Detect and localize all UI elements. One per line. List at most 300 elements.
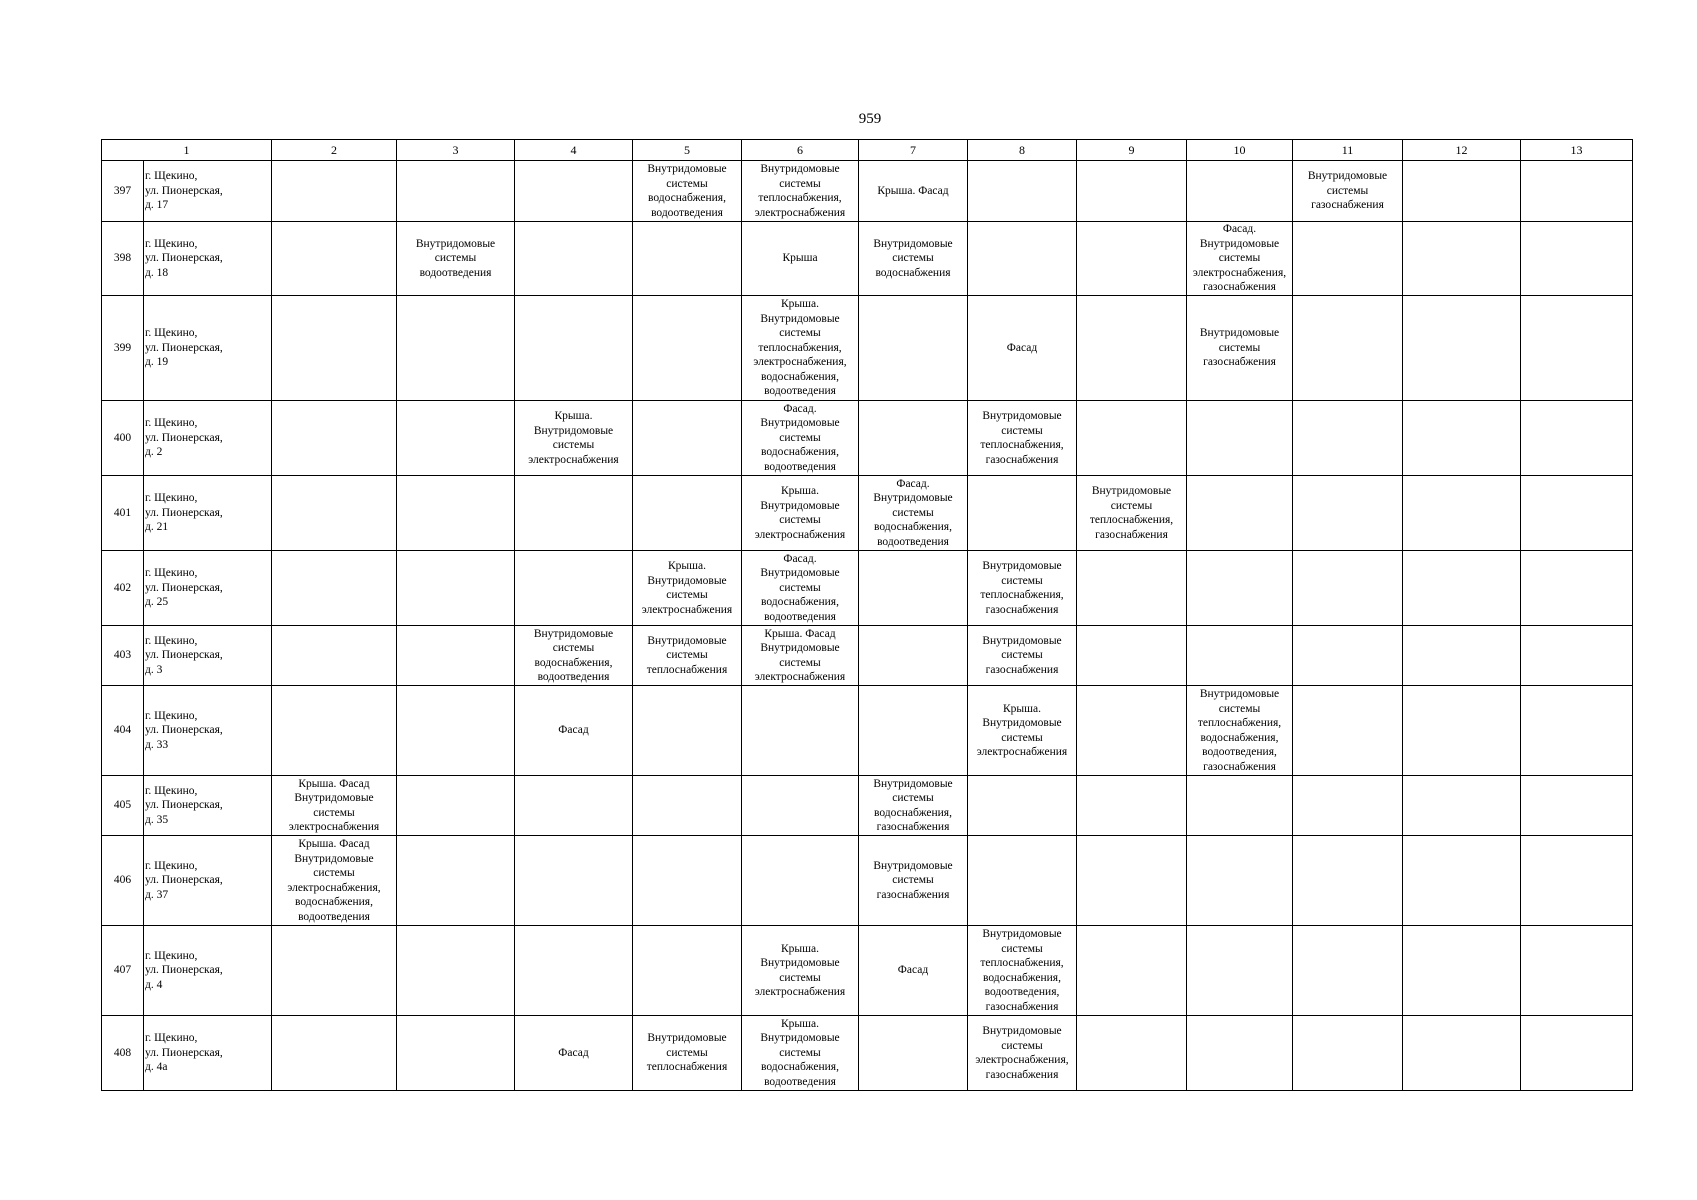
work-cell-col-12: [1403, 401, 1521, 476]
cell-line: Внутридомовые: [873, 777, 953, 790]
cell-line: электроснабжения: [754, 671, 846, 683]
cell-line: водоснабжения,: [534, 656, 613, 669]
cell-line: Внутридомовые: [1091, 485, 1172, 497]
cell-line: ул. Пионерская,: [145, 252, 223, 265]
cell-line: д. 21: [145, 521, 169, 534]
work-cell-col-11: [1293, 626, 1403, 686]
cell-line: Крыша.: [668, 560, 706, 572]
cell-line: газоснабжения: [985, 453, 1059, 466]
row-number: 399: [102, 296, 144, 401]
table-row: [102, 401, 1633, 476]
cell-line: электроснабжения: [641, 603, 733, 616]
cell-line: ул. Пионерская,: [145, 964, 223, 977]
work-cell-col-4: [515, 161, 633, 222]
cell-line: ул. Пионерская,: [145, 506, 223, 519]
work-cell-col-3: [397, 161, 515, 222]
cell-line: системы: [779, 581, 821, 594]
cell-line: Крыша. Фасад: [764, 627, 836, 640]
work-cell-col-6: [742, 776, 859, 836]
work-cell-col-13: [1521, 686, 1633, 776]
work-cell-col-4: [515, 836, 633, 926]
work-cell-col-5: [633, 476, 742, 551]
cell-line: водоотведения: [298, 910, 370, 923]
cell-line: Внутридомовые: [760, 499, 840, 512]
cell-line: электроснабжения,: [1192, 266, 1287, 279]
cell-line: системы: [666, 649, 708, 662]
cell-line: водоснабжения,: [761, 446, 839, 459]
work-cell-col-8: [968, 1016, 1077, 1091]
cell-line: Внутридомовые: [533, 627, 614, 640]
cell-line: водоотведения,: [1202, 746, 1277, 758]
cell-line: Крыша.: [781, 298, 819, 311]
cell-line: электроснабжения: [288, 821, 380, 833]
cell-line: теплоснабжения,: [758, 192, 842, 204]
work-cell-col-4: [515, 776, 633, 836]
cell-line: г. Щекино,: [145, 567, 198, 580]
cell-line: д. 4а: [145, 1061, 168, 1074]
work-cell-col-8: [968, 776, 1077, 836]
row-number: 404: [102, 686, 144, 776]
work-cell-col-11: [1293, 686, 1403, 776]
cell-line: Крыша.: [781, 485, 819, 497]
works-table: [101, 139, 1633, 1091]
row-number: 402: [102, 551, 144, 626]
row-number: 400: [102, 401, 144, 476]
work-cell-col-3: [397, 626, 515, 686]
work-cell-col-2: [272, 296, 397, 401]
column-header-6: 6: [742, 140, 859, 161]
cell-line: электроснабжения: [754, 206, 846, 219]
cell-line: д. 2: [145, 446, 163, 459]
work-cell-col-7: [859, 926, 968, 1016]
work-cell-col-7: [859, 161, 968, 222]
work-cell-col-11: [1293, 222, 1403, 296]
work-cell-col-6: [742, 551, 859, 626]
row-number: 408: [102, 1016, 144, 1091]
cell-line: системы: [892, 252, 934, 265]
work-cell-col-13: [1521, 551, 1633, 626]
column-header-12: 12: [1403, 140, 1521, 161]
cell-line: ул. Пионерская,: [145, 724, 223, 737]
cell-line: электроснабжения: [754, 986, 846, 998]
work-cell-col-9: [1077, 296, 1187, 401]
cell-line: системы: [1218, 341, 1261, 354]
cell-line: системы: [1001, 649, 1043, 662]
cell-line: Внутридомовые: [647, 163, 727, 175]
cell-line: водоотведения: [877, 535, 949, 548]
cell-line: д. 25: [145, 596, 169, 609]
work-cell-col-11: [1293, 776, 1403, 836]
work-cell-col-11: [1293, 926, 1403, 1016]
address-cell: [144, 926, 272, 1016]
cell-line: ул. Пионерская,: [145, 341, 223, 354]
cell-line: системы: [1001, 424, 1043, 437]
work-cell-col-3: [397, 222, 515, 296]
work-cell-col-3: [397, 776, 515, 836]
cell-line: теплоснабжения,: [1197, 717, 1282, 729]
cell-line: системы: [1001, 1039, 1043, 1052]
address-cell: [144, 551, 272, 626]
cell-line: г. Щекино,: [145, 492, 198, 505]
work-cell-col-6: [742, 1016, 859, 1091]
work-cell-col-4: [515, 626, 633, 686]
work-cell-col-2: [272, 776, 397, 836]
work-cell-col-13: [1521, 626, 1633, 686]
cell-line: Внутридомовые: [760, 957, 840, 969]
cell-line: газоснабжения: [1203, 356, 1276, 369]
work-cell-col-6: [742, 836, 859, 926]
work-cell-col-5: [633, 686, 742, 776]
work-cell-col-8: [968, 161, 1077, 222]
cell-line: системы: [666, 1046, 708, 1059]
work-cell-col-13: [1521, 161, 1633, 222]
cell-line: Внутридомовые: [760, 642, 840, 654]
cell-line: электроснабжения: [976, 746, 1068, 758]
address-cell: [144, 222, 272, 296]
cell-line: Внутридомовые: [982, 634, 1062, 647]
work-cell-col-5: [633, 161, 742, 222]
cell-line: Внутридомовые: [647, 634, 727, 647]
work-cell-col-3: [397, 926, 515, 1016]
cell-line: Внутридомовые: [415, 237, 496, 250]
work-cell-col-10: [1187, 551, 1293, 626]
cell-line: системы: [434, 252, 477, 265]
table-row: [102, 296, 1633, 401]
table-row: [102, 551, 1633, 626]
cell-line: г. Щекино,: [145, 170, 198, 183]
cell-line: Внутридомовые: [760, 163, 840, 175]
work-cell-col-12: [1403, 686, 1521, 776]
cell-line: Внутридомовые: [647, 1032, 727, 1045]
work-cell-col-7: [859, 401, 968, 476]
page-number: 959: [858, 111, 882, 127]
table-body: [102, 161, 1633, 1091]
work-cell-col-6: [742, 401, 859, 476]
work-cell-col-12: [1403, 222, 1521, 296]
cell-line: д. 19: [145, 356, 169, 369]
work-cell-col-10: [1187, 401, 1293, 476]
work-cell-col-6: [742, 476, 859, 551]
work-cell-col-13: [1521, 776, 1633, 836]
cell-line: г. Щекино,: [145, 417, 198, 430]
work-cell-col-7: [859, 776, 968, 836]
cell-line: Внутридомовые: [533, 424, 614, 437]
table-row: [102, 776, 1633, 836]
cell-line: Внутридомовые: [760, 567, 840, 580]
work-cell-col-9: [1077, 476, 1187, 551]
work-cell-col-13: [1521, 296, 1633, 401]
work-cell-col-2: [272, 926, 397, 1016]
work-cell-col-5: [633, 1016, 742, 1091]
work-cell-col-13: [1521, 1016, 1633, 1091]
work-cell-col-5: [633, 222, 742, 296]
cell-line: Крыша: [782, 252, 818, 265]
work-cell-col-6: [742, 161, 859, 222]
work-cell-col-9: [1077, 222, 1187, 296]
work-cell-col-7: [859, 476, 968, 551]
work-cell-col-3: [397, 836, 515, 926]
table-row: [102, 222, 1633, 296]
cell-line: системы: [779, 971, 821, 984]
cell-line: газоснабжения: [1095, 528, 1168, 541]
row-number: 403: [102, 626, 144, 686]
work-cell-col-5: [633, 776, 742, 836]
header-row: [102, 140, 1633, 161]
cell-line: Фасад.: [1222, 223, 1257, 236]
work-cell-col-13: [1521, 401, 1633, 476]
column-header-11: 11: [1293, 140, 1403, 161]
cell-line: Внутридомовые: [982, 410, 1062, 422]
address-cell: [144, 776, 272, 836]
column-header-5: 5: [633, 140, 742, 161]
work-cell-col-12: [1403, 836, 1521, 926]
work-cell-col-3: [397, 1016, 515, 1091]
address-cell: [144, 1016, 272, 1091]
row-number: 406: [102, 836, 144, 926]
column-header-2: 2: [272, 140, 397, 161]
work-cell-col-2: [272, 551, 397, 626]
cell-line: электроснабжения,: [287, 881, 381, 894]
row-number: 407: [102, 926, 144, 1016]
cell-line: Фасад: [1006, 341, 1038, 354]
work-cell-col-7: [859, 836, 968, 926]
work-cell-col-4: [515, 296, 633, 401]
cell-line: г. Щекино,: [145, 784, 198, 797]
work-cell-col-5: [633, 926, 742, 1016]
cell-line: Фасад: [558, 1046, 589, 1059]
cell-line: Фасад.: [783, 552, 817, 565]
cell-line: водоснабжения: [875, 266, 951, 279]
cell-line: водоотведения: [764, 460, 836, 473]
work-cell-col-6: [742, 222, 859, 296]
cell-line: Крыша.: [781, 942, 819, 955]
work-cell-col-9: [1077, 551, 1187, 626]
cell-line: системы: [779, 656, 821, 669]
work-cell-col-5: [633, 401, 742, 476]
cell-line: Внутридомовые: [760, 312, 840, 325]
cell-line: г. Щекино,: [145, 634, 198, 647]
work-cell-col-12: [1403, 476, 1521, 551]
cell-line: Фасад: [558, 724, 589, 737]
work-cell-col-12: [1403, 926, 1521, 1016]
work-cell-col-5: [633, 296, 742, 401]
cell-line: Фасад.: [783, 402, 817, 415]
work-cell-col-3: [397, 296, 515, 401]
cell-line: системы: [779, 514, 821, 526]
work-cell-col-6: [742, 626, 859, 686]
work-cell-col-12: [1403, 161, 1521, 222]
work-cell-col-13: [1521, 836, 1633, 926]
work-cell-col-8: [968, 836, 1077, 926]
work-cell-col-9: [1077, 626, 1187, 686]
work-cell-col-11: [1293, 836, 1403, 926]
work-cell-col-3: [397, 551, 515, 626]
work-cell-col-6: [742, 686, 859, 776]
cell-line: д. 17: [145, 199, 169, 212]
work-cell-col-10: [1187, 476, 1293, 551]
cell-line: водоотведения: [764, 1075, 836, 1088]
table-row: [102, 926, 1633, 1016]
work-cell-col-9: [1077, 926, 1187, 1016]
work-cell-col-11: [1293, 1016, 1403, 1091]
column-header-8: 8: [968, 140, 1077, 161]
work-cell-col-9: [1077, 401, 1187, 476]
cell-line: водоснабжения,: [295, 896, 373, 908]
work-cell-col-11: [1293, 476, 1403, 551]
cell-line: Внутридомовые: [982, 560, 1062, 572]
work-cell-col-4: [515, 401, 633, 476]
row-number: 397: [102, 161, 144, 222]
work-cell-col-8: [968, 222, 1077, 296]
cell-line: г. Щекино,: [145, 237, 198, 250]
address-cell: [144, 686, 272, 776]
work-cell-col-12: [1403, 626, 1521, 686]
cell-line: системы: [552, 439, 595, 451]
cell-line: водоотведения: [537, 671, 610, 683]
work-cell-col-7: [859, 686, 968, 776]
work-cell-col-12: [1403, 1016, 1521, 1091]
cell-line: системы: [1326, 184, 1369, 197]
cell-line: системы: [313, 867, 355, 879]
work-cell-col-2: [272, 686, 397, 776]
work-cell-col-2: [272, 161, 397, 222]
address-cell: [144, 401, 272, 476]
work-cell-col-9: [1077, 686, 1187, 776]
cell-line: системы: [1001, 731, 1043, 744]
work-cell-col-8: [968, 551, 1077, 626]
work-cell-col-11: [1293, 401, 1403, 476]
table-row: [102, 161, 1633, 222]
work-cell-col-5: [633, 626, 742, 686]
cell-line: водоснабжения,: [761, 370, 839, 383]
cell-line: электроснабжения,: [753, 356, 847, 369]
cell-line: Внутридомовые: [873, 237, 953, 250]
work-cell-col-2: [272, 476, 397, 551]
work-cell-col-13: [1521, 476, 1633, 551]
cell-line: водоотведения: [651, 206, 723, 219]
cell-line: ул. Пионерская,: [145, 431, 223, 444]
cell-line: Внутридомовые: [1199, 688, 1280, 700]
column-header-1: 1: [102, 140, 272, 161]
cell-line: системы: [779, 177, 821, 190]
work-cell-col-7: [859, 296, 968, 401]
cell-line: теплоснабжения: [646, 1061, 728, 1074]
work-cell-col-11: [1293, 161, 1403, 222]
work-cell-col-10: [1187, 926, 1293, 1016]
cell-line: теплоснабжения,: [758, 341, 842, 354]
work-cell-col-12: [1403, 296, 1521, 401]
cell-line: теплоснабжения,: [980, 439, 1064, 451]
work-cell-col-4: [515, 926, 633, 1016]
cell-line: Крыша.: [1003, 702, 1041, 715]
work-cell-col-8: [968, 626, 1077, 686]
work-cell-col-4: [515, 222, 633, 296]
cell-line: д. 35: [145, 813, 169, 826]
cell-line: системы: [1110, 499, 1153, 512]
cell-line: газоснабжения: [1203, 760, 1276, 773]
cell-line: ул. Пионерская,: [145, 649, 223, 662]
cell-line: водоснабжения,: [983, 971, 1061, 984]
work-cell-col-10: [1187, 161, 1293, 222]
address-cell: [144, 836, 272, 926]
cell-line: ул. Пионерская,: [145, 874, 223, 887]
cell-line: электроснабжения: [754, 528, 846, 541]
cell-line: ул. Пионерская,: [145, 184, 223, 197]
cell-line: газоснабжения: [985, 1000, 1059, 1013]
cell-line: системы: [779, 431, 821, 444]
work-cell-col-11: [1293, 551, 1403, 626]
work-cell-col-4: [515, 1016, 633, 1091]
work-cell-col-7: [859, 551, 968, 626]
cell-line: ул. Пионерская,: [145, 799, 223, 812]
work-cell-col-3: [397, 476, 515, 551]
work-cell-col-2: [272, 222, 397, 296]
cell-line: ул. Пионерская,: [145, 1046, 223, 1059]
cell-line: Внутридомовые: [873, 492, 953, 505]
work-cell-col-4: [515, 551, 633, 626]
cell-line: Крыша. Фасад: [877, 184, 949, 197]
table-row: [102, 1016, 1633, 1091]
work-cell-col-4: [515, 686, 633, 776]
cell-line: водоснабжения,: [761, 1061, 839, 1074]
cell-line: д. 33: [145, 738, 169, 751]
cell-line: системы: [892, 792, 934, 804]
work-cell-col-8: [968, 926, 1077, 1016]
cell-line: системы: [1218, 252, 1261, 265]
cell-line: водоснабжения,: [1200, 731, 1279, 744]
cell-line: водоотведения: [764, 385, 836, 398]
work-cell-col-8: [968, 296, 1077, 401]
cell-line: системы: [1218, 702, 1261, 715]
column-header-10: 10: [1187, 140, 1293, 161]
column-header-13: 13: [1521, 140, 1633, 161]
cell-line: г. Щекино,: [145, 709, 198, 722]
cell-line: г. Щекино,: [145, 949, 198, 962]
cell-line: Внутридомовые: [1199, 327, 1280, 340]
cell-line: водоснабжения,: [761, 596, 839, 609]
cell-line: теплоснабжения,: [1089, 514, 1174, 526]
cell-line: системы: [1001, 942, 1043, 955]
cell-line: Крыша. Фасад: [298, 838, 370, 850]
table-row: [102, 686, 1633, 776]
cell-line: Внутридомовые: [1307, 170, 1388, 183]
cell-line: г. Щекино,: [145, 859, 198, 872]
work-cell-col-7: [859, 626, 968, 686]
cell-line: электроснабжения: [528, 453, 619, 466]
cell-line: д. 18: [145, 266, 169, 279]
cell-line: водоотведения: [419, 266, 492, 279]
cell-line: Крыша. Фасад: [298, 777, 370, 790]
cell-line: системы: [1001, 574, 1043, 587]
table-row: [102, 476, 1633, 551]
cell-line: системы: [313, 806, 355, 819]
column-header-7: 7: [859, 140, 968, 161]
column-header-9: 9: [1077, 140, 1187, 161]
cell-line: Крыша.: [554, 410, 593, 422]
cell-line: д. 37: [145, 888, 169, 901]
work-cell-col-9: [1077, 776, 1187, 836]
cell-line: газоснабжения: [876, 821, 950, 833]
cell-line: Крыша.: [781, 1017, 819, 1030]
work-cell-col-2: [272, 626, 397, 686]
work-cell-col-6: [742, 296, 859, 401]
cell-line: г. Щекино,: [145, 1032, 198, 1045]
cell-line: системы: [666, 589, 708, 601]
cell-line: газоснабжения: [985, 663, 1059, 676]
cell-line: д. 3: [145, 663, 163, 676]
cell-line: водоотведения: [764, 610, 836, 623]
work-cell-col-10: [1187, 222, 1293, 296]
